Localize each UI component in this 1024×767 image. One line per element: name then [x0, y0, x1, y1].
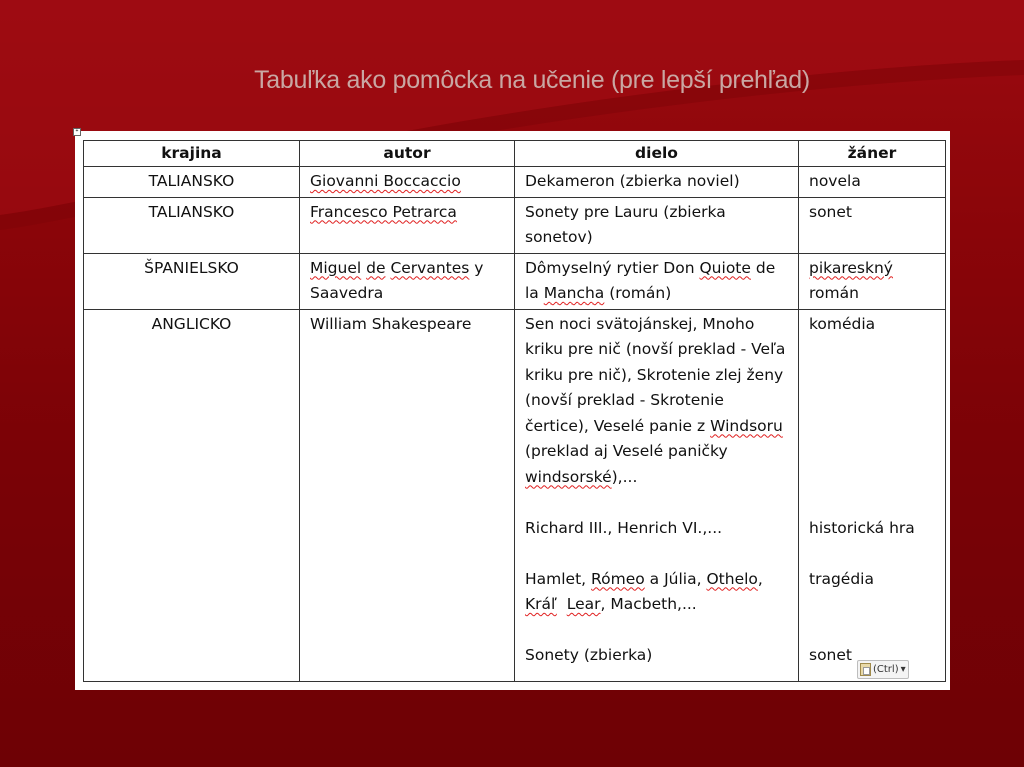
dielo-part: windsorské: [525, 467, 612, 486]
dielo-part: Othelo: [706, 569, 758, 588]
dielo-part: ,: [757, 569, 763, 588]
cell-krajina: ANGLICKO: [84, 309, 300, 681]
autor-part: Miguel: [310, 258, 362, 277]
cell-autor: William Shakespeare: [300, 309, 515, 681]
zaner-part: román: [809, 284, 859, 302]
dielo-part: Mancha: [543, 284, 605, 302]
dielo-sonnets: Sonety (zbierka): [525, 646, 653, 664]
dielo-part: , Macbeth,...: [600, 595, 697, 613]
cell-zaner: [799, 309, 946, 681]
table-row: [84, 197, 946, 253]
cell-autor: [300, 197, 515, 253]
cell-zaner: novela: [799, 167, 946, 198]
zaner-history: historická hra: [809, 518, 915, 537]
cell-krajina: TALIANSKO: [84, 167, 300, 198]
blank-line: [525, 618, 788, 644]
cell-dielo: Dekameron (zbierka noviel): [515, 167, 799, 198]
dielo-tragedies: [525, 567, 788, 618]
cell-dielo: Sonety pre Lauru (zbierka sonetov): [515, 197, 799, 253]
cell-dielo: [515, 309, 799, 681]
dielo-part: (román): [609, 284, 672, 302]
table-move-handle[interactable]: +: [73, 128, 81, 136]
literature-table: [83, 140, 946, 682]
blank-line: [809, 414, 935, 440]
autor-part: y Saavedra: [310, 258, 484, 302]
table-row: [84, 253, 946, 309]
zaner-comedy: komédia: [809, 314, 876, 333]
header-krajina: krajina: [84, 141, 300, 167]
cell-autor-text: Francesco Petrarca: [310, 202, 457, 221]
paste-options-button[interactable]: [857, 660, 909, 679]
dropdown-arrow-icon: ▾: [900, 664, 906, 675]
table-row: [84, 309, 946, 681]
cell-autor: [300, 167, 515, 198]
dielo-part: Hamlet,: [525, 569, 587, 588]
cell-zaner: [799, 253, 946, 309]
zaner-tragedy: tragédia: [809, 569, 874, 588]
blank-line: [809, 439, 935, 465]
dielo-part: de la: [525, 258, 776, 302]
cell-krajina: ŠPANIELSKO: [84, 253, 300, 309]
blank-line: [525, 541, 788, 567]
blank-line: [809, 490, 935, 516]
slide-title: Tabuľka ako pomôcka na učenie (pre lepší prehľad): [254, 66, 810, 94]
dielo-part: Rómeo: [591, 569, 645, 588]
dielo-part: Lear: [566, 595, 601, 613]
dielo-part: Sen noci svätojánskej, Mnoho kriku pre nič (novší preklad - Veľa kriku pre nič), Skrotenie zlej ženy (novší preklad - Skrotenie čertice), Veselé panie z: [525, 314, 786, 435]
cell-dielo: [515, 253, 799, 309]
blank-line: [809, 465, 935, 491]
zaner-part: pikareskný: [809, 258, 893, 277]
dielo-histories: Richard III., Henrich VI.,...: [525, 518, 723, 537]
dielo-part: Dômyselný rytier Don: [525, 258, 695, 277]
paste-options-label: (Ctrl): [873, 664, 899, 675]
blank-line: [525, 490, 788, 516]
dielo-part: (preklad aj Veselé paničky: [525, 442, 728, 460]
cell-autor-text: Giovanni Boccaccio: [310, 172, 461, 190]
dielo-part: ),...: [611, 467, 638, 486]
blank-line: [809, 592, 935, 618]
clipboard-icon: [860, 663, 871, 676]
header-zaner: žáner: [799, 141, 946, 167]
cell-krajina: TALIANSKO: [84, 197, 300, 253]
cell-zaner: sonet: [799, 197, 946, 253]
table-row: [84, 167, 946, 198]
blank-line: [809, 337, 935, 363]
dielo-part: Windsoru: [710, 416, 783, 435]
dielo-comedies: [525, 312, 788, 491]
dielo-part: Quiote: [699, 258, 751, 277]
zaner-sonnet: sonet: [809, 646, 852, 664]
dielo-part: a Júlia,: [649, 569, 702, 588]
dielo-part: Kráľ: [525, 595, 557, 613]
header-dielo: dielo: [515, 141, 799, 167]
blank-line: [809, 363, 935, 389]
autor-part: de: [366, 258, 386, 277]
blank-line: [809, 541, 935, 567]
cell-autor: [300, 253, 515, 309]
blank-line: [809, 388, 935, 414]
autor-part: Cervantes: [390, 258, 470, 277]
blank-line: [809, 618, 935, 644]
table-header-row: [84, 141, 946, 167]
header-autor: autor: [300, 141, 515, 167]
